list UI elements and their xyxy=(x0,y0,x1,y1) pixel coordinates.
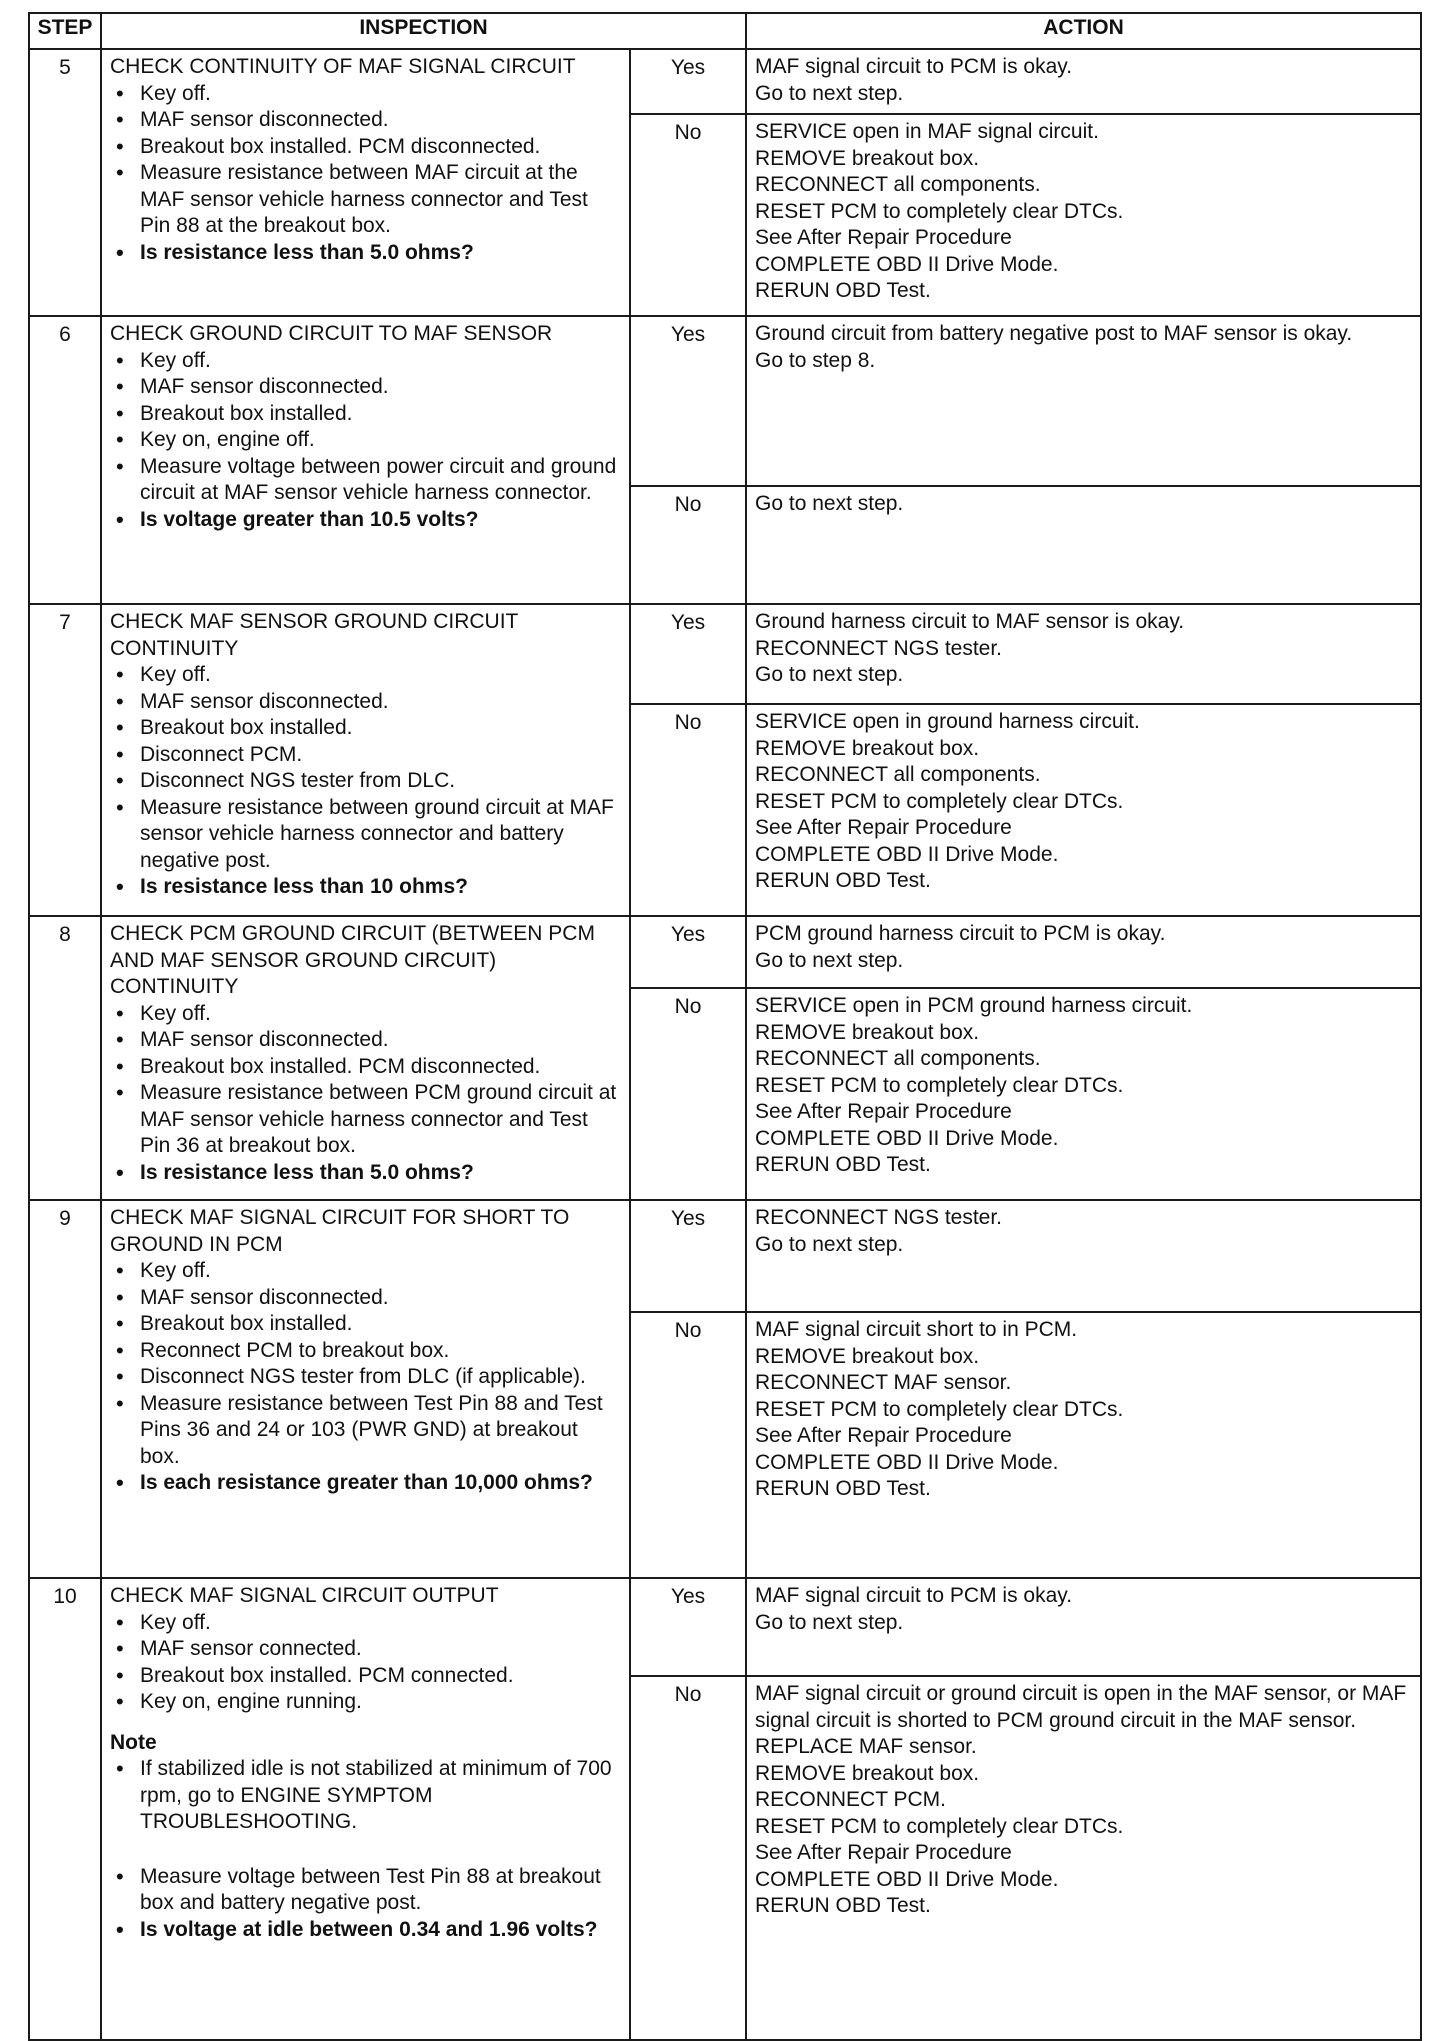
bullet-item: • Key off. xyxy=(110,1610,621,1637)
action-line: RECONNECT NGS tester. xyxy=(755,1206,1003,1229)
action-line: Go to step 8. xyxy=(755,348,876,372)
inspection-question: • Is voltage greater than 10.5 volts? xyxy=(110,507,621,534)
inspection-heading: CHECK GROUND CIRCUIT TO MAF SENSOR xyxy=(110,322,553,345)
step-number: 9 xyxy=(29,1200,101,1578)
question-list xyxy=(110,507,621,534)
step-row-yes xyxy=(29,1578,1421,1676)
header-inspection: INSPECTION xyxy=(101,13,746,49)
inspection-cell xyxy=(101,1200,630,1578)
action-line: SERVICE open in PCM ground harness circuit. xyxy=(755,994,1193,1017)
step-number: 5 xyxy=(29,49,101,316)
question-list xyxy=(110,1470,621,1497)
action-line: See After Repair Procedure xyxy=(755,1100,1012,1123)
inspection-question: • Is resistance less than 10 ohms? xyxy=(110,874,621,901)
inspection-bullets xyxy=(110,1610,621,1716)
answer-no: No xyxy=(630,1676,746,2040)
inspection-heading: CHECK MAF SIGNAL CIRCUIT FOR SHORT TO GROUND IN PCM xyxy=(110,1206,570,1256)
bullet-item: • Key off. xyxy=(110,1001,621,1028)
action-line: See After Repair Procedure xyxy=(755,816,1012,839)
action-yes xyxy=(746,916,1421,988)
action-line: RERUN OBD Test. xyxy=(755,869,931,892)
action-line: RECONNECT all components. xyxy=(755,173,1041,196)
action-no xyxy=(746,988,1421,1200)
question-list xyxy=(110,1160,621,1187)
step-number: 7 xyxy=(29,604,101,916)
answer-yes: Yes xyxy=(630,316,746,486)
bullet-item: • Reconnect PCM to breakout box. xyxy=(110,1338,621,1365)
action-yes xyxy=(746,49,1421,114)
header-action: ACTION xyxy=(746,13,1421,49)
inspection-cell xyxy=(101,1578,630,2040)
action-line: RERUN OBD Test. xyxy=(755,1894,931,1917)
note-bullets xyxy=(110,1756,621,1836)
action-yes xyxy=(746,316,1421,486)
bullet-item: • Key on, engine running. xyxy=(110,1689,621,1716)
step-row-yes xyxy=(29,916,1421,988)
question-list xyxy=(110,240,621,267)
inspection-bullets xyxy=(110,81,621,240)
bullet-item: • Key off. xyxy=(110,662,621,689)
answer-no: No xyxy=(630,988,746,1200)
answer-no: No xyxy=(630,486,746,604)
action-line: MAF signal circuit to PCM is okay. xyxy=(755,55,1073,78)
bullet-item: • Measure resistance between MAF circuit at the MAF sensor vehicle harness connector and Test Pin 88 at the breakout box. xyxy=(110,160,621,240)
answer-no: No xyxy=(630,114,746,316)
action-yes xyxy=(746,1578,1421,1676)
table-header-row xyxy=(29,13,1421,49)
action-line: RESET PCM to completely clear DTCs. xyxy=(755,1814,1124,1838)
action-line: MAF signal circuit to PCM is okay. xyxy=(755,1584,1073,1607)
action-line: RESET PCM to completely clear DTCs. xyxy=(755,1397,1124,1421)
action-line: Go to next step. xyxy=(755,81,904,105)
inspection-cell xyxy=(101,916,630,1200)
inspection-bullets xyxy=(110,662,621,874)
bullet-item: • Disconnect NGS tester from DLC. xyxy=(110,768,621,795)
action-line: RERUN OBD Test. xyxy=(755,1153,931,1176)
action-line: COMPLETE OBD II Drive Mode. xyxy=(755,842,1059,866)
bullet-item: • Breakout box installed. PCM connected. xyxy=(110,1663,621,1690)
step-number: 6 xyxy=(29,316,101,604)
action-line: REPLACE MAF sensor. xyxy=(755,1735,977,1758)
step-row-yes xyxy=(29,604,1421,704)
action-line: RECONNECT MAF sensor. xyxy=(755,1371,1012,1394)
action-yes xyxy=(746,604,1421,704)
bullet-item: • Key on, engine off. xyxy=(110,427,621,454)
bullet-item: • Measure resistance between ground circuit at MAF sensor vehicle harness connector and battery negative post. xyxy=(110,795,621,875)
action-line: SERVICE open in ground harness circuit. xyxy=(755,710,1140,733)
action-line: Go to next step. xyxy=(755,663,904,686)
action-line: COMPLETE OBD II Drive Mode. xyxy=(755,252,1059,276)
action-line: Go to next step. xyxy=(755,1232,904,1256)
inspection-cell xyxy=(101,604,630,916)
inspection-bullets xyxy=(110,1001,621,1160)
action-line: REMOVE breakout box. xyxy=(755,1344,980,1368)
inspection-heading: CHECK MAF SENSOR GROUND CIRCUIT CONTINUITY xyxy=(110,610,518,660)
answer-yes: Yes xyxy=(630,1578,746,1676)
bullet-item: • Measure voltage between power circuit and ground circuit at MAF sensor vehicle harness connector. xyxy=(110,454,621,507)
bullet-item: • Breakout box installed. xyxy=(110,401,621,428)
action-line: Go to next step. xyxy=(755,948,904,972)
inspection-bullets xyxy=(110,1258,621,1470)
bullet-item: • Breakout box installed. xyxy=(110,1311,621,1338)
action-line: See After Repair Procedure xyxy=(755,226,1012,249)
after-note-bullets xyxy=(110,1864,621,1917)
action-line: RECONNECT PCM. xyxy=(755,1788,946,1811)
bullet-item: • Breakout box installed. xyxy=(110,715,621,742)
question-list xyxy=(110,874,621,901)
diagnostic-table xyxy=(28,12,1422,2041)
action-line: RERUN OBD Test. xyxy=(755,279,931,302)
step-row-yes xyxy=(29,49,1421,114)
inspection-question: • Is voltage at idle between 0.34 and 1.96 volts? xyxy=(110,1917,621,1944)
bullet-item: • MAF sensor disconnected. xyxy=(110,689,621,716)
action-line: See After Repair Procedure xyxy=(755,1841,1012,1864)
action-line: RERUN OBD Test. xyxy=(755,1477,931,1500)
action-yes xyxy=(746,1200,1421,1312)
action-line: REMOVE breakout box. xyxy=(755,146,980,170)
answer-yes: Yes xyxy=(630,49,746,114)
action-line: RECONNECT all components. xyxy=(755,1047,1041,1070)
action-line: MAF signal circuit short to in PCM. xyxy=(755,1318,1078,1341)
answer-yes: Yes xyxy=(630,916,746,988)
bullet-item: • Measure resistance between PCM ground circuit at MAF sensor vehicle harness connector and Test Pin 36 at breakout box. xyxy=(110,1080,621,1160)
action-no xyxy=(746,1312,1421,1578)
action-no xyxy=(746,704,1421,916)
note-title: Note xyxy=(110,1730,157,1754)
inspection-heading: CHECK MAF SIGNAL CIRCUIT OUTPUT xyxy=(110,1584,499,1607)
bullet-item: • Disconnect NGS tester from DLC (if applicable). xyxy=(110,1364,621,1391)
action-no xyxy=(746,1676,1421,2040)
step-row-yes xyxy=(29,316,1421,486)
action-line: COMPLETE OBD II Drive Mode. xyxy=(755,1450,1059,1474)
inspection-question: • Is resistance less than 5.0 ohms? xyxy=(110,240,621,267)
action-line: REMOVE breakout box. xyxy=(755,1020,980,1044)
action-line: MAF signal circuit or ground circuit is open in the MAF sensor, or MAF signal circuit is shorted to PCM ground circuit in the MAF sensor. xyxy=(755,1682,1407,1732)
answer-no: No xyxy=(630,704,746,916)
action-line: Ground circuit from battery negative post to MAF sensor is okay. xyxy=(755,322,1353,345)
step-number: 8 xyxy=(29,916,101,1200)
bullet-item: • MAF sensor connected. xyxy=(110,1636,621,1663)
answer-yes: Yes xyxy=(630,604,746,704)
action-line: REMOVE breakout box. xyxy=(755,736,980,760)
answer-yes: Yes xyxy=(630,1200,746,1312)
action-line: RESET PCM to completely clear DTCs. xyxy=(755,789,1124,813)
action-line: RECONNECT NGS tester. xyxy=(755,636,1003,660)
bullet-item: • Measure resistance between Test Pin 88 and Test Pins 36 and 24 or 103 (PWR GND) at breakout box. xyxy=(110,1391,621,1471)
action-line: COMPLETE OBD II Drive Mode. xyxy=(755,1126,1059,1150)
step-row-yes xyxy=(29,1200,1421,1312)
action-line: Ground harness circuit to MAF sensor is okay. xyxy=(755,610,1185,633)
step-number: 10 xyxy=(29,1578,101,2040)
bullet-item: • Breakout box installed. PCM disconnected. xyxy=(110,134,621,161)
inspection-heading: CHECK PCM GROUND CIRCUIT (BETWEEN PCM AND MAF SENSOR GROUND CIRCUIT) CONTINUITY xyxy=(110,922,595,998)
inspection-question: • Is each resistance greater than 10,000 ohms? xyxy=(110,1470,621,1497)
bullet-item: • MAF sensor disconnected. xyxy=(110,374,621,401)
bullet-item: • Breakout box installed. PCM disconnected. xyxy=(110,1054,621,1081)
inspection-bullets xyxy=(110,348,621,507)
bullet-item: • Disconnect PCM. xyxy=(110,742,621,769)
answer-no: No xyxy=(630,1312,746,1578)
bullet-item: • MAF sensor disconnected. xyxy=(110,1285,621,1312)
bullet-item: • Measure voltage between Test Pin 88 at breakout box and battery negative post. xyxy=(110,1864,621,1917)
bullet-item: • Key off. xyxy=(110,1258,621,1285)
action-line: SERVICE open in MAF signal circuit. xyxy=(755,120,1099,143)
bullet-item: • MAF sensor disconnected. xyxy=(110,107,621,134)
bullet-item: • Key off. xyxy=(110,348,621,375)
inspection-heading: CHECK CONTINUITY OF MAF SIGNAL CIRCUIT xyxy=(110,55,576,78)
diagnostic-table-page xyxy=(28,12,1420,2041)
bullet-item: • Key off. xyxy=(110,81,621,108)
action-line: PCM ground harness circuit to PCM is okay. xyxy=(755,922,1166,945)
question-list xyxy=(110,1917,621,1944)
bullet-item: • If stabilized idle is not stabilized at minimum of 700 rpm, go to ENGINE SYMPTOM TROUBLESHOOTING. xyxy=(110,1756,621,1836)
action-line: Go to next step. xyxy=(755,492,904,515)
action-line: COMPLETE OBD II Drive Mode. xyxy=(755,1867,1059,1891)
inspection-cell xyxy=(101,316,630,604)
header-step: STEP xyxy=(29,13,101,49)
inspection-cell xyxy=(101,49,630,316)
action-no xyxy=(746,114,1421,316)
action-line: RECONNECT all components. xyxy=(755,763,1041,786)
action-line: RESET PCM to completely clear DTCs. xyxy=(755,199,1124,223)
action-no xyxy=(746,486,1421,604)
inspection-question: • Is resistance less than 5.0 ohms? xyxy=(110,1160,621,1187)
action-line: Go to next step. xyxy=(755,1610,904,1634)
action-line: See After Repair Procedure xyxy=(755,1424,1012,1447)
action-line: RESET PCM to completely clear DTCs. xyxy=(755,1073,1124,1097)
bullet-item: • MAF sensor disconnected. xyxy=(110,1027,621,1054)
table-body xyxy=(29,49,1421,2040)
action-line: REMOVE breakout box. xyxy=(755,1761,980,1785)
